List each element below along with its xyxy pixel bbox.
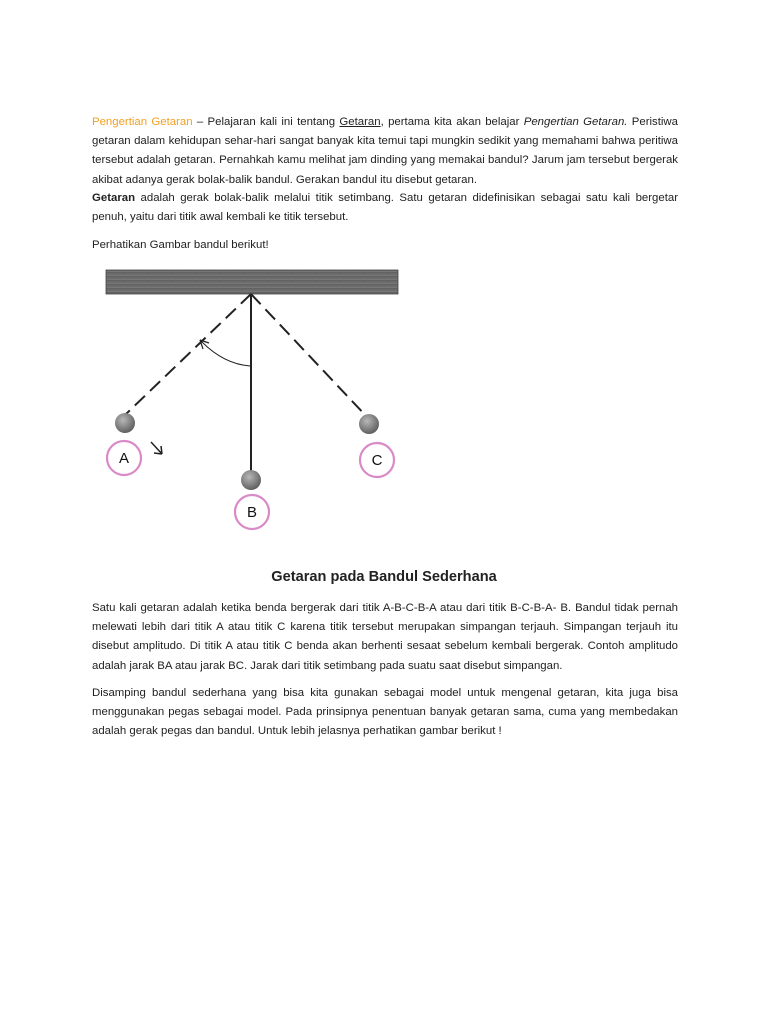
intro-text-a: Pelajaran kali ini tentang (207, 116, 340, 128)
string-dashed-left (126, 294, 251, 414)
getaran-link[interactable]: Getaran (339, 116, 381, 128)
definition-term: Getaran (92, 192, 136, 204)
intro-paragraph (92, 113, 678, 190)
spring-paragraph: Disamping bandul sederhana yang bisa kita gunakan sebagai model untuk mengenal getaran, kita juga bisa menggunakan pegas sebagai model. Pada prinsipnya penentuan banyak getaran sama, cuma yang membedakan adalah gerak pegas dan bandul. Untuk lebih jelasnya perhatikan gambar berikut ! (92, 687, 678, 738)
ceiling-support (106, 270, 398, 294)
intro-dash: – (192, 116, 208, 128)
pendulum-figure (96, 266, 408, 538)
pendulum-bob-c (359, 414, 379, 434)
label-a: A (118, 450, 130, 467)
intro-italic-term: Pengertian Getaran. (523, 116, 628, 128)
definition-paragraph (92, 189, 678, 227)
intro-text-b: , pertama kita akan belajar (380, 116, 524, 128)
string-dashed-right (251, 294, 368, 418)
definition-text: adalah gerak bolak-balik melalui titik setimbang. Satu getaran didefinisikan sebagai satu kali bergetar penuh, yaitu dari titik awal kembali ke titik tersebut. (92, 192, 678, 224)
amplitude-paragraph: Satu kali getaran adalah ketika benda bergerak dari titik A-B-C-B-A atau dari titik B-C-B-A- B. Bandul tidak pernah melewati lebih dari titik A atau titik C karena titik tersebut merupakan simpangan terjauh. Simpangan terjauh itu disebut amplitudo. Di titik A atau titik C benda akan berhenti sesaat sebelum kembali bergerak. Contoh amplitudo adalah jarak BA atau jarak BC. Jarak dari titik setimbang pada suatu saat disebut simpangan. (92, 602, 678, 672)
angle-arc (202, 342, 250, 366)
pendulum-bob-a (115, 413, 135, 433)
intro-heading: Pengertian Getaran (92, 116, 193, 128)
pendulum-bob-b (241, 470, 261, 490)
figure-caption: Getaran pada Bandul Sederhana (271, 569, 497, 585)
intro-text-c: Peristiwa getaran dalam kehidupan sehar-hari sangat banyak kita temui tapi mungkin sedikit yang memahami bahwa peritiwa tersebut adalah getaran. Pernahkah kamu melihat jam dinding yang memakai bandul? Jarum jam tersebut bergerak akibat adanya gerak bolak-balik bandul. Gerakan bandul itu disebut getaran. (92, 116, 678, 186)
motion-arrow-icon (151, 442, 162, 454)
figure-intro-text: Perhatikan Gambar bandul berikut! (92, 239, 269, 251)
label-b: B (246, 504, 258, 521)
label-c: C (371, 452, 383, 469)
